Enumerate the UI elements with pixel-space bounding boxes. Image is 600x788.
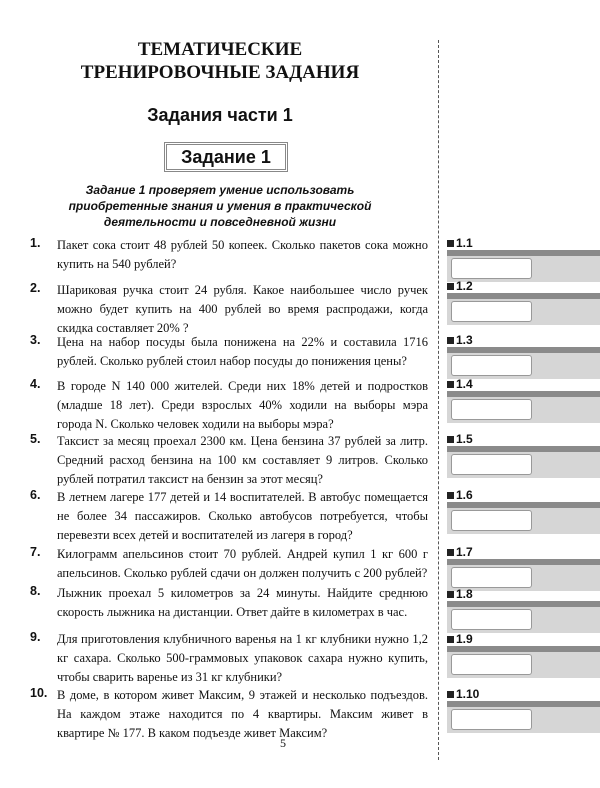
task-number: 3. — [30, 333, 41, 347]
task-item — [30, 236, 428, 274]
answer-input[interactable] — [451, 567, 532, 588]
answer-label-text: 1.3 — [456, 333, 473, 347]
answer-label-text: 1.1 — [456, 236, 473, 250]
task-text: Лыжник проехал 5 километров за 24 минуты. Найдите среднюю скорость лыжника на дистанции. Ответ дайте в километрах в час. — [57, 586, 428, 619]
task-number: 6. — [30, 488, 41, 502]
task-number: 5. — [30, 432, 41, 446]
task-text: В летнем лагере 177 детей и 14 воспитателей. В автобус помещается не более 34 пассажиров. Сколько автобусов потребуется, чтобы перевезти всех детей и воспитателей из лагеря в город? — [57, 490, 428, 542]
task-item — [30, 488, 428, 545]
answer-box — [447, 236, 600, 284]
answer-box — [447, 632, 600, 680]
answer-input[interactable] — [451, 709, 532, 730]
section-heading: Задания части 1 — [147, 105, 293, 125]
answer-label — [447, 545, 600, 559]
answer-label-text: 1.5 — [456, 432, 473, 446]
task-item — [30, 432, 428, 489]
answer-field-area — [447, 353, 600, 379]
square-bullet-icon — [447, 436, 454, 443]
answer-label — [447, 377, 600, 391]
answer-label — [447, 236, 600, 250]
answer-input[interactable] — [451, 258, 532, 279]
answer-label-text: 1.8 — [456, 587, 473, 601]
answer-box — [447, 432, 600, 480]
answer-label-text: 1.9 — [456, 632, 473, 646]
page-title — [0, 38, 440, 84]
answer-input[interactable] — [451, 454, 532, 475]
task-item — [30, 377, 428, 434]
task-item — [30, 333, 428, 371]
square-bullet-icon — [447, 337, 454, 344]
answer-box — [447, 687, 600, 735]
answer-box — [447, 279, 600, 327]
answer-input[interactable] — [451, 355, 532, 376]
answer-input[interactable] — [451, 301, 532, 322]
task-text: В доме, в котором живет Максим, 9 этажей и несколько подъездов. На каждом этаже находится по 4 квартиры. Максим живет в квартире № 177. В каком подъезде живет Максим? — [57, 688, 428, 740]
square-bullet-icon — [447, 240, 454, 247]
answer-label — [447, 632, 600, 646]
answer-field-area — [447, 707, 600, 733]
answer-field-area — [447, 299, 600, 325]
answer-box — [447, 377, 600, 425]
square-bullet-icon — [447, 283, 454, 290]
task-number: 7. — [30, 545, 41, 559]
task-text: Шариковая ручка стоит 24 рубля. Какое наибольшее число ручек можно будет купить на 400 рублей во время распродажи, когда скидка составляет 20% ? — [57, 283, 428, 335]
task-item — [30, 281, 428, 338]
title-line-1: ТЕМАТИЧЕСКИЕ — [137, 39, 303, 60]
answer-field-area — [447, 607, 600, 633]
answer-label — [447, 279, 600, 293]
task-number: 2. — [30, 281, 41, 295]
answer-input[interactable] — [451, 609, 532, 630]
task-item — [30, 545, 428, 583]
answer-label-text: 1.7 — [456, 545, 473, 559]
answer-label-text: 1.4 — [456, 377, 473, 391]
square-bullet-icon — [447, 492, 454, 499]
answer-input[interactable] — [451, 399, 532, 420]
page-number: 5 — [280, 736, 286, 750]
answer-box — [447, 545, 600, 593]
task-heading: Задание 1 — [164, 142, 288, 172]
answer-label-text: 1.10 — [456, 687, 480, 701]
answer-label — [447, 687, 600, 701]
answer-label — [447, 333, 600, 347]
task-text: Килограмм апельсинов стоит 70 рублей. Андрей купил 1 кг 600 г апельсинов. Сколько рублей сдачи он должен получить с 200 рублей? — [57, 547, 428, 580]
answer-label — [447, 587, 600, 601]
answer-label — [447, 488, 600, 502]
task-number: 4. — [30, 377, 41, 391]
answer-field-area — [447, 652, 600, 678]
task-number: 10. — [30, 686, 48, 700]
task-text: В городе N 140 000 жителей. Среди них 18% детей и подростков (младше 18 лет). Среди взрослых 40% ходили на выборы мэра города N. Сколько человек ходили на выборы мэра? — [57, 379, 428, 431]
answer-input[interactable] — [451, 510, 532, 531]
square-bullet-icon — [447, 381, 454, 388]
answer-box — [447, 333, 600, 381]
answer-field-area — [447, 452, 600, 478]
task-text: Для приготовления клубничного варенья на 1 кг клубники нужно 1,2 кг сахара. Сколько 500-граммовых упаковок сахара нужно купить, чтобы сварить варенье из 31 кг клубники? — [57, 632, 428, 684]
answer-label-text: 1.6 — [456, 488, 473, 502]
answer-label-text: 1.2 — [456, 279, 473, 293]
task-number: 8. — [30, 584, 41, 598]
square-bullet-icon — [447, 591, 454, 598]
answer-label — [447, 432, 600, 446]
square-bullet-icon — [447, 691, 454, 698]
task-text: Цена на набор посуды была понижена на 22% и составила 1716 рублей. Сколько рублей стоил набор посуды до понижения цены? — [57, 335, 428, 368]
intro-text: Задание 1 проверяет умение использовать приобретенные знания и умения в практической деятельности и повседневной жизни — [68, 183, 372, 229]
task-number: 9. — [30, 630, 41, 644]
task-number: 1. — [30, 236, 41, 250]
answer-field-area — [447, 508, 600, 534]
answer-input[interactable] — [451, 654, 532, 675]
square-bullet-icon — [447, 636, 454, 643]
task-item — [30, 584, 428, 622]
answer-field-area — [447, 397, 600, 423]
square-bullet-icon — [447, 549, 454, 556]
task-item — [30, 686, 428, 743]
task-item — [30, 630, 428, 687]
answer-box — [447, 587, 600, 635]
answer-box — [447, 488, 600, 536]
task-text: Пакет сока стоит 48 рублей 50 копеек. Сколько пакетов сока можно купить на 540 рублей? — [57, 238, 428, 271]
title-line-2: ТРЕНИРОВОЧНЫЕ ЗАДАНИЯ — [80, 62, 360, 83]
cut-line-divider — [438, 40, 439, 760]
task-text: Таксист за месяц проехал 2300 км. Цена бензина 37 рублей за литр. Средний расход бензина на 100 км составляет 9 литров. Сколько рублей потратил таксист на бензин за этот месяц? — [57, 434, 428, 486]
